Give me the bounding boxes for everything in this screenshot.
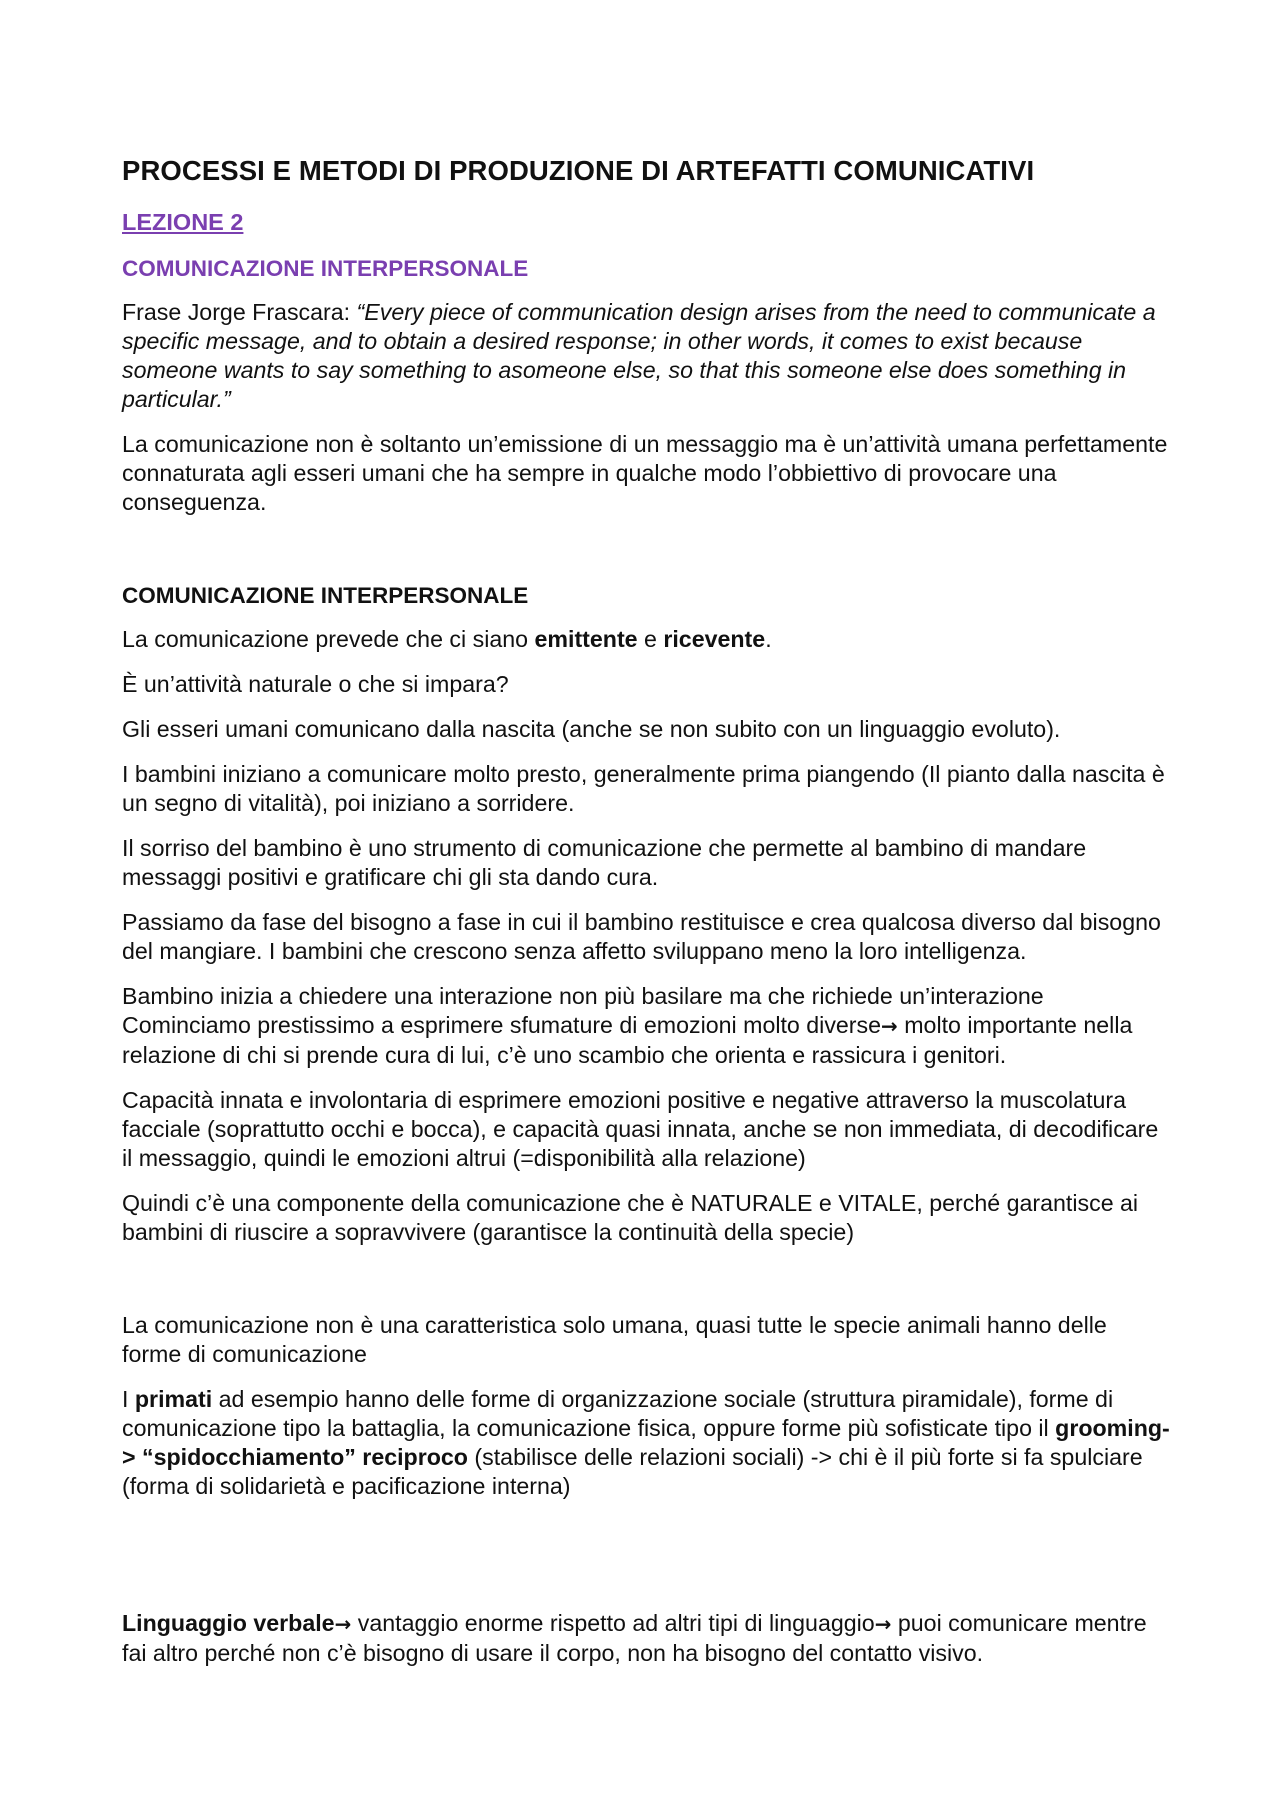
- bold-emittente: emittente: [534, 626, 638, 652]
- animals-paragraph: La comunicazione non è una caratteristica solo umana, quasi tutte le specie animali hanno delle forme di comunicazione: [122, 1312, 1107, 1367]
- text-run: (stabilisce delle relazioni sociali) -> chi è il più forte si fa spulciare (forma di solidarietà e pacificazione interna): [122, 1444, 1143, 1499]
- quote-paragraph: [122, 298, 1172, 414]
- text-run: La comunicazione prevede che ci siano: [122, 626, 535, 652]
- arrow-right-icon: →: [334, 1612, 352, 1636]
- document-body: [122, 153, 1172, 1684]
- phase-paragraph: Passiamo da fase del bisogno a fase in cui il bambino restituisce e crea qualcosa diverso dal bisogno del mangiare. I bambini che crescono senza affetto sviluppano meno la loro intelligenza.: [122, 909, 1161, 964]
- section-heading-interpersonal-purple: COMUNICAZIONE INTERPERSONALE: [122, 256, 529, 281]
- verbal-language-paragraph: [122, 1609, 1172, 1668]
- primates-paragraph: [122, 1385, 1172, 1501]
- emitter-receiver-paragraph: [122, 625, 1172, 654]
- birth-paragraph: Gli esseri umani comunicano dalla nascita (anche se non subito con un linguaggio evoluto).: [122, 716, 1061, 742]
- spacer: [122, 1517, 1172, 1609]
- bold-linguaggio-verbale: Linguaggio verbale: [122, 1610, 335, 1636]
- text-run: Bambino inizia a chiedere una interazione non più basilare ma che richiede un’interazione Cominciamo prestissimo a esprimere sfumature di emozioni molto diverse: [122, 983, 1044, 1038]
- text-run: molto importante nella relazione di chi si prende cura di lui, c’è uno scambio che orienta e rassicura i genitori.: [122, 1012, 1133, 1068]
- arrow-right-icon: →: [881, 1014, 898, 1038]
- capacity-paragraph: Capacità innata e involontaria di esprimere emozioni positive e negative attraverso la muscolatura facciale (soprattutto occhi e bocca), e capacità quasi innata, anche se non immediata, di decodificare il messaggio, quindi le emozioni altrui (=disponibilità alla relazione): [122, 1087, 1159, 1171]
- lesson-heading: LEZIONE 2: [122, 209, 244, 235]
- section-heading-interpersonal: COMUNICAZIONE INTERPERSONALE: [122, 583, 529, 608]
- quote-lead: Frase Jorge Frascara:: [122, 299, 357, 325]
- spacer: [122, 533, 1172, 581]
- text-run: puoi comunicare mentre fai altro perché non c’è bisogno di usare il corpo, non ha bisogno del contatto visivo.: [122, 1610, 1147, 1666]
- question-paragraph: È un’attività naturale o che si impara?: [122, 671, 509, 697]
- bold-primati: primati: [134, 1386, 213, 1412]
- text-run: e: [637, 626, 664, 652]
- intro-paragraph: La comunicazione non è soltanto un’emissione di un messaggio ma è un’attività umana perfettamente connaturata agli esseri umani che ha sempre in qualche modo l’obbiettivo di provocare una conseguenza.: [122, 431, 1168, 515]
- document-title: PROCESSI E METODI DI PRODUZIONE DI ARTEFATTI COMUNICATIVI: [122, 155, 1035, 186]
- bold-ricevente: ricevente: [663, 626, 766, 652]
- natural-paragraph: Quindi c’è una componente della comunicazione che è NATURALE e VITALE, perché garantisce ai bambini di riuscire a sopravvivere (garantisce la continuità della specie): [122, 1190, 1139, 1245]
- text-run: I: [122, 1386, 135, 1412]
- text-run: ad esempio hanno delle forme di organizzazione sociale (struttura piramidale), forme di comunicazione tipo la battaglia, la comunicazione fisica, oppure forme più sofisticate tipo il: [122, 1386, 1114, 1441]
- quote-text: “Every piece of communication design arises from the need to communicate a specific message, and to obtain a desired response; in other words, it comes to exist because someone wants to say something to asomeone else, so that this someone else does something in particular.”: [122, 299, 1156, 412]
- interaction-paragraph: [122, 982, 1172, 1070]
- text-run: vantaggio enorme rispetto ad altri tipi di linguaggio: [351, 1610, 875, 1636]
- bold-grooming: grooming-> “spidocchiamento” reciproco: [122, 1415, 1170, 1470]
- text-run: .: [765, 626, 772, 652]
- spacer: [122, 1263, 1172, 1311]
- children-paragraph: I bambini iniziano a comunicare molto presto, generalmente prima piangendo (Il pianto dalla nascita è un segno di vitalità), poi iniziano a sorridere.: [122, 761, 1165, 816]
- arrow-right-icon: →: [874, 1612, 892, 1636]
- smile-paragraph: Il sorriso del bambino è uno strumento di comunicazione che permette al bambino di mandare messaggi positivi e gratificare chi gli sta dando cura.: [122, 835, 1087, 890]
